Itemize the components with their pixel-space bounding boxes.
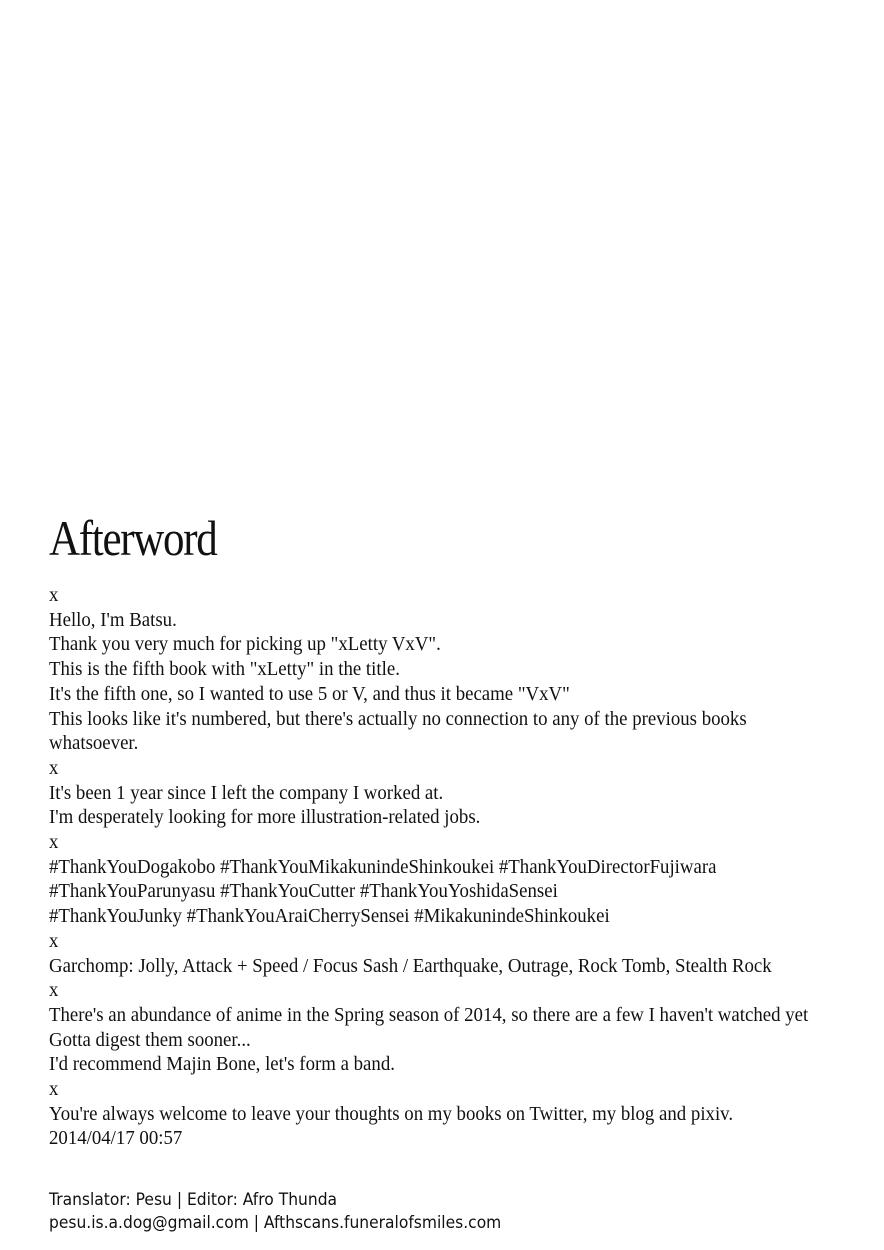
recommendation-line: I'd recommend Majin Bone, let's form a band. [49, 1054, 395, 1076]
anime-season-line: There's an abundance of anime in the Spring season of 2014, so there are a few I haven't watched yet [49, 1004, 809, 1026]
date-line: 2014/04/17 00:57 [49, 1128, 183, 1150]
left-company-line: It's been 1 year since I left the company I worked at. [49, 782, 444, 804]
hashtags-line-2: #ThankYouParunyasu #ThankYouCutter #ThankYouYoshidaSensei [49, 881, 558, 903]
separator-x: x [49, 585, 59, 606]
garchomp-line: Garchomp: Jolly, Attack + Speed / Focus Sash / Earthquake, Outrage, Rock Tomb, Stealth Rock [49, 955, 772, 977]
separator-x: x [49, 930, 59, 952]
staff-credit-line: Translator: Pesu | Editor: Afro Thunda [49, 1190, 338, 1209]
title-reason-line: It's the fifth one, so I wanted to use 5 or V, and thus it became "VxV" [49, 683, 570, 705]
job-search-line: I'm desperately looking for more illustration-related jobs. [49, 807, 481, 829]
separator-x: x [49, 1079, 59, 1101]
hashtags-line-3: #ThankYouJunky #ThankYouAraiCherrySensei #MikakunindeShinkoukei [49, 906, 610, 928]
greeting-line: Hello, I'm Batsu. [49, 609, 177, 631]
numbering-note-line: This looks like it's numbered, but there's actually no connection to any of the previous books whatsoever. [49, 708, 747, 755]
separator-x: x [49, 832, 59, 854]
scanlation-credits [49, 1188, 501, 1234]
feedback-line: You're always welcome to leave your thoughts on my books on Twitter, my blog and pixiv. [49, 1103, 734, 1125]
thanks-line: Thank you very much for picking up "xLetty VxV". [49, 634, 441, 656]
separator-x: x [49, 980, 59, 1002]
fifth-book-line: This is the fifth book with "xLetty" in the title. [49, 659, 400, 681]
afterword-body [49, 584, 831, 1152]
digest-line: Gotta digest them sooner... [49, 1029, 251, 1051]
contact-credit-line: pesu.is.a.dog@gmail.com | Afthscans.funeralofsmiles.com [49, 1213, 502, 1232]
hashtags-line-1: #ThankYouDogakobo #ThankYouMikakunindeShinkoukei #ThankYouDirectorFujiwara [49, 856, 717, 878]
separator-x: x [49, 757, 59, 779]
afterword-heading: Afterword [49, 510, 217, 566]
